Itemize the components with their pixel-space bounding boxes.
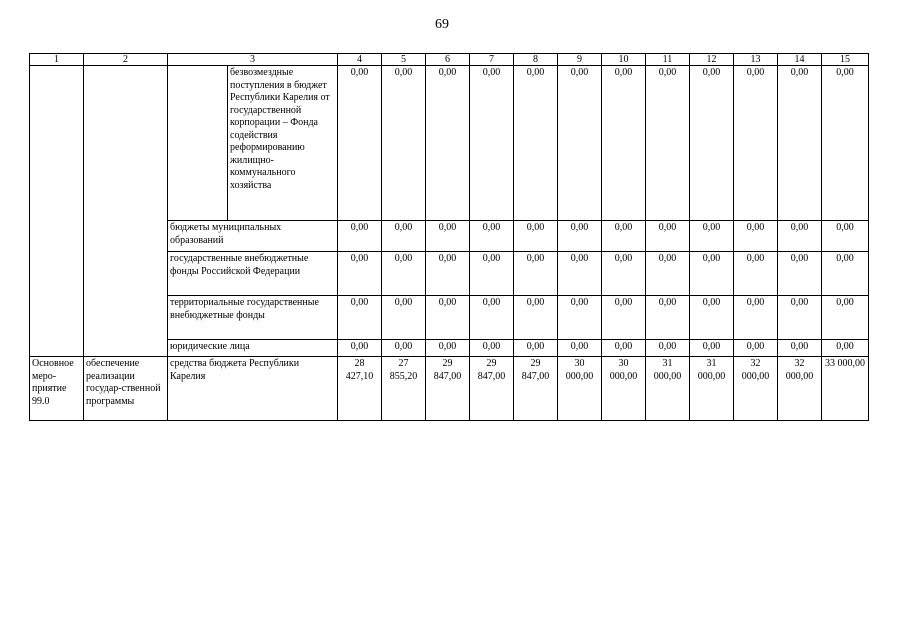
- value-cell: 0,00: [558, 296, 602, 340]
- value-cell: 0,00: [514, 296, 558, 340]
- source-label: территориальные государственные внебюджетные фонды: [168, 296, 338, 340]
- header-cell: 15: [822, 54, 869, 66]
- value-cell: 0,00: [778, 221, 822, 252]
- source-label: безвозмездные поступления в бюджет Республики Карелия от государственной корпорации – Фонда содействия реформированию жилищно-коммунального хозяйства: [228, 66, 338, 221]
- header-cell: 1: [30, 54, 84, 66]
- value-cell: 0,00: [514, 340, 558, 357]
- value-cell: 0,00: [382, 221, 426, 252]
- value-cell: 0,00: [382, 296, 426, 340]
- value-cell: 0,00: [338, 340, 382, 357]
- value-cell: 0,00: [338, 296, 382, 340]
- value-cell: 0,00: [734, 340, 778, 357]
- source-label: средства бюджета Республики Карелия: [168, 357, 338, 421]
- page-number: 69: [435, 17, 449, 32]
- source-label: бюджеты муниципальных образований: [168, 221, 338, 252]
- header-cell: 9: [558, 54, 602, 66]
- value-cell: 0,00: [514, 252, 558, 296]
- value-cell: 0,00: [558, 252, 602, 296]
- value-cell: 0,00: [690, 252, 734, 296]
- value-cell: 0,00: [470, 252, 514, 296]
- value-cell: 0,00: [822, 340, 869, 357]
- budget-table: [29, 53, 869, 421]
- source-label: государственные внебюджетные фонды Российской Федерации: [168, 252, 338, 296]
- value-cell: 0,00: [602, 66, 646, 221]
- value-cell: 0,00: [734, 221, 778, 252]
- value-cell: 0,00: [646, 221, 690, 252]
- value-cell: 0,00: [470, 221, 514, 252]
- value-cell: 0,00: [778, 252, 822, 296]
- table-row: [30, 66, 869, 221]
- header-cell: 2: [84, 54, 168, 66]
- value-cell: 0,00: [822, 252, 869, 296]
- value-cell: 27 855,20: [382, 357, 426, 421]
- value-cell: 29 847,00: [514, 357, 558, 421]
- value-cell: 0,00: [822, 296, 869, 340]
- value-cell: 0,00: [426, 340, 470, 357]
- value-cell: 0,00: [382, 252, 426, 296]
- header-cell: 3: [168, 54, 338, 66]
- value-cell: 0,00: [426, 296, 470, 340]
- value-cell: 0,00: [558, 221, 602, 252]
- value-cell: 0,00: [734, 252, 778, 296]
- value-cell: 28 427,10: [338, 357, 382, 421]
- value-cell: 0,00: [734, 296, 778, 340]
- event-name: обеспечение реализации государ-ственной программы: [84, 357, 168, 421]
- value-cell: 0,00: [470, 340, 514, 357]
- header-cell: 12: [690, 54, 734, 66]
- value-cell: 0,00: [602, 252, 646, 296]
- value-cell: 0,00: [470, 296, 514, 340]
- value-cell: 0,00: [602, 221, 646, 252]
- value-cell: 0,00: [514, 66, 558, 221]
- value-cell: 0,00: [382, 66, 426, 221]
- header-cell: 7: [470, 54, 514, 66]
- table-row: [30, 357, 869, 421]
- value-cell: 0,00: [426, 252, 470, 296]
- value-cell: 0,00: [690, 66, 734, 221]
- value-cell: 31 000,00: [690, 357, 734, 421]
- empty-cell: [168, 66, 228, 221]
- value-cell: 0,00: [338, 221, 382, 252]
- value-cell: 0,00: [602, 296, 646, 340]
- value-cell: 30 000,00: [602, 357, 646, 421]
- value-cell: 0,00: [558, 66, 602, 221]
- value-cell: 0,00: [690, 296, 734, 340]
- value-cell: 0,00: [426, 66, 470, 221]
- value-cell: 0,00: [646, 296, 690, 340]
- value-cell: 0,00: [646, 340, 690, 357]
- event-status: Основное меро-приятие 99.0: [30, 357, 84, 421]
- value-cell: 0,00: [470, 66, 514, 221]
- header-cell: 14: [778, 54, 822, 66]
- value-cell: 0,00: [646, 252, 690, 296]
- value-cell: 0,00: [690, 221, 734, 252]
- empty-cell: [84, 66, 168, 357]
- value-cell: 32 000,00: [734, 357, 778, 421]
- value-cell: 0,00: [558, 340, 602, 357]
- value-cell: 0,00: [822, 66, 869, 221]
- value-cell: 32 000,00: [778, 357, 822, 421]
- header-row: [30, 54, 869, 66]
- value-cell: 0,00: [734, 66, 778, 221]
- header-cell: 10: [602, 54, 646, 66]
- value-cell: 0,00: [426, 221, 470, 252]
- value-cell: 0,00: [778, 340, 822, 357]
- value-cell: 0,00: [514, 221, 558, 252]
- value-cell: 30 000,00: [558, 357, 602, 421]
- header-cell: 13: [734, 54, 778, 66]
- value-cell: 0,00: [338, 252, 382, 296]
- value-cell: 0,00: [822, 221, 869, 252]
- value-cell: 0,00: [382, 340, 426, 357]
- empty-cell: [30, 66, 84, 357]
- header-cell: 4: [338, 54, 382, 66]
- header-cell: 8: [514, 54, 558, 66]
- value-cell: 0,00: [646, 66, 690, 221]
- value-cell: 31 000,00: [646, 357, 690, 421]
- value-cell: 0,00: [690, 340, 734, 357]
- header-cell: 5: [382, 54, 426, 66]
- value-cell: 29 847,00: [470, 357, 514, 421]
- value-cell: 0,00: [778, 296, 822, 340]
- value-cell: 0,00: [778, 66, 822, 221]
- value-cell: 0,00: [602, 340, 646, 357]
- header-cell: 11: [646, 54, 690, 66]
- source-label: юридические лица: [168, 340, 338, 357]
- header-cell: 6: [426, 54, 470, 66]
- value-cell: 33 000,00: [822, 357, 869, 421]
- value-cell: 0,00: [338, 66, 382, 221]
- value-cell: 29 847,00: [426, 357, 470, 421]
